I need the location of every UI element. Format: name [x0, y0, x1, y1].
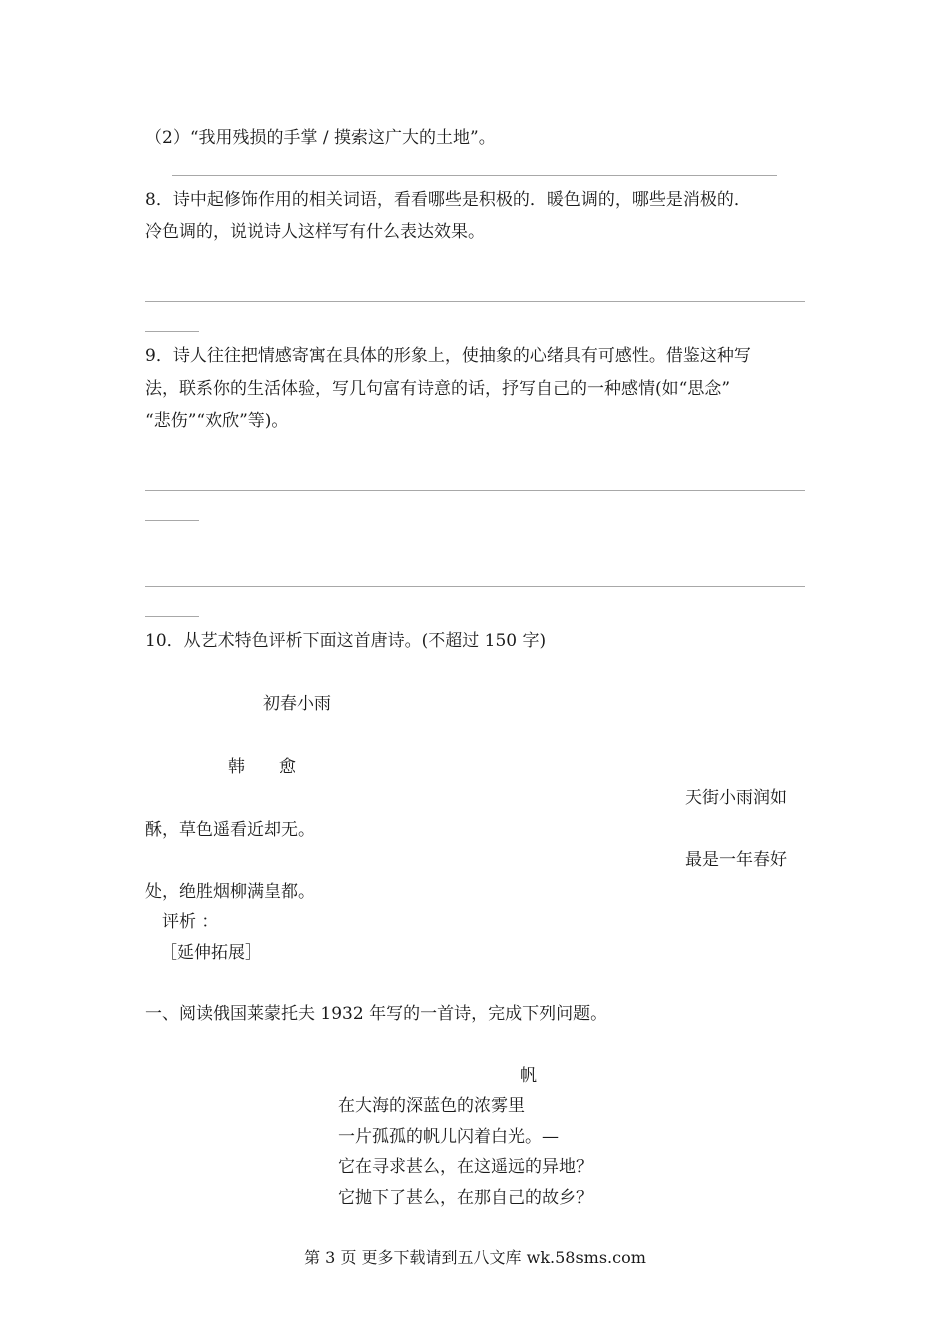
- question-8-line-2: 冷色调的，说说诗人这样写有什么表达效果。: [145, 222, 485, 242]
- question-10-prompt: 10．从艺术特色评析下面这首唐诗。(不超过 150 字): [145, 631, 547, 651]
- answer-line: [145, 301, 805, 302]
- question-9-line-1: 9．诗人往往把情感寄寓在具体的形象上，使抽象的心绪具有可感性。借鉴这种写: [145, 346, 751, 366]
- answer-line-tail: [145, 616, 199, 617]
- sail-poem-line-1: 在大海的深蓝色的浓雾里: [338, 1096, 525, 1116]
- poem-title: 初春小雨: [263, 694, 331, 714]
- question-9-line-3: “悲伤”“欢欣”等)。: [145, 411, 289, 431]
- question-8-line-1: 8．诗中起修饰作用的相关词语，看看哪些是积极的．暖色调的，哪些是消极的．: [145, 190, 751, 210]
- sail-poem-line-4: 它抛下了甚么，在那自己的故乡？: [338, 1188, 593, 1208]
- sail-poem-title: 帆: [520, 1066, 537, 1086]
- question-7-item-2: （2）“我用残损的手掌 / 摸索这广大的土地”。: [145, 128, 496, 148]
- extension-heading: ［延伸拓展］: [160, 943, 262, 963]
- answer-line: [172, 175, 777, 176]
- poem-author: 韩 愈: [228, 757, 296, 777]
- poem-verse-1-end: 酥，草色遥看近却无。: [145, 820, 315, 840]
- answer-line: [145, 586, 805, 587]
- comment-label: 评析 ：: [162, 912, 219, 932]
- answer-line: [145, 490, 805, 491]
- page-footer: 第 3 页 更多下载请到五八文库 wk.58sms.com: [304, 1248, 646, 1267]
- answer-line-tail: [145, 520, 199, 521]
- poem-verse-2-end: 处，绝胜烟柳满皇都。: [145, 882, 315, 902]
- answer-line-tail: [145, 331, 199, 332]
- sail-poem-line-3: 它在寻求甚么，在这遥远的异地？: [338, 1157, 593, 1177]
- poem-verse-1-start: 天街小雨润如: [685, 788, 787, 808]
- sail-poem-line-2: 一片孤孤的帆儿闪着白光。—: [338, 1127, 559, 1147]
- question-9-line-2: 法，联系你的生活体验，写几句富有诗意的话，抒写自己的一种感情(如“思念”: [145, 379, 731, 399]
- poem-verse-2-start: 最是一年春好: [685, 850, 787, 870]
- section-1-intro: 一、阅读俄国莱蒙托夫 1932 年写的一首诗，完成下列问题。: [145, 1004, 608, 1024]
